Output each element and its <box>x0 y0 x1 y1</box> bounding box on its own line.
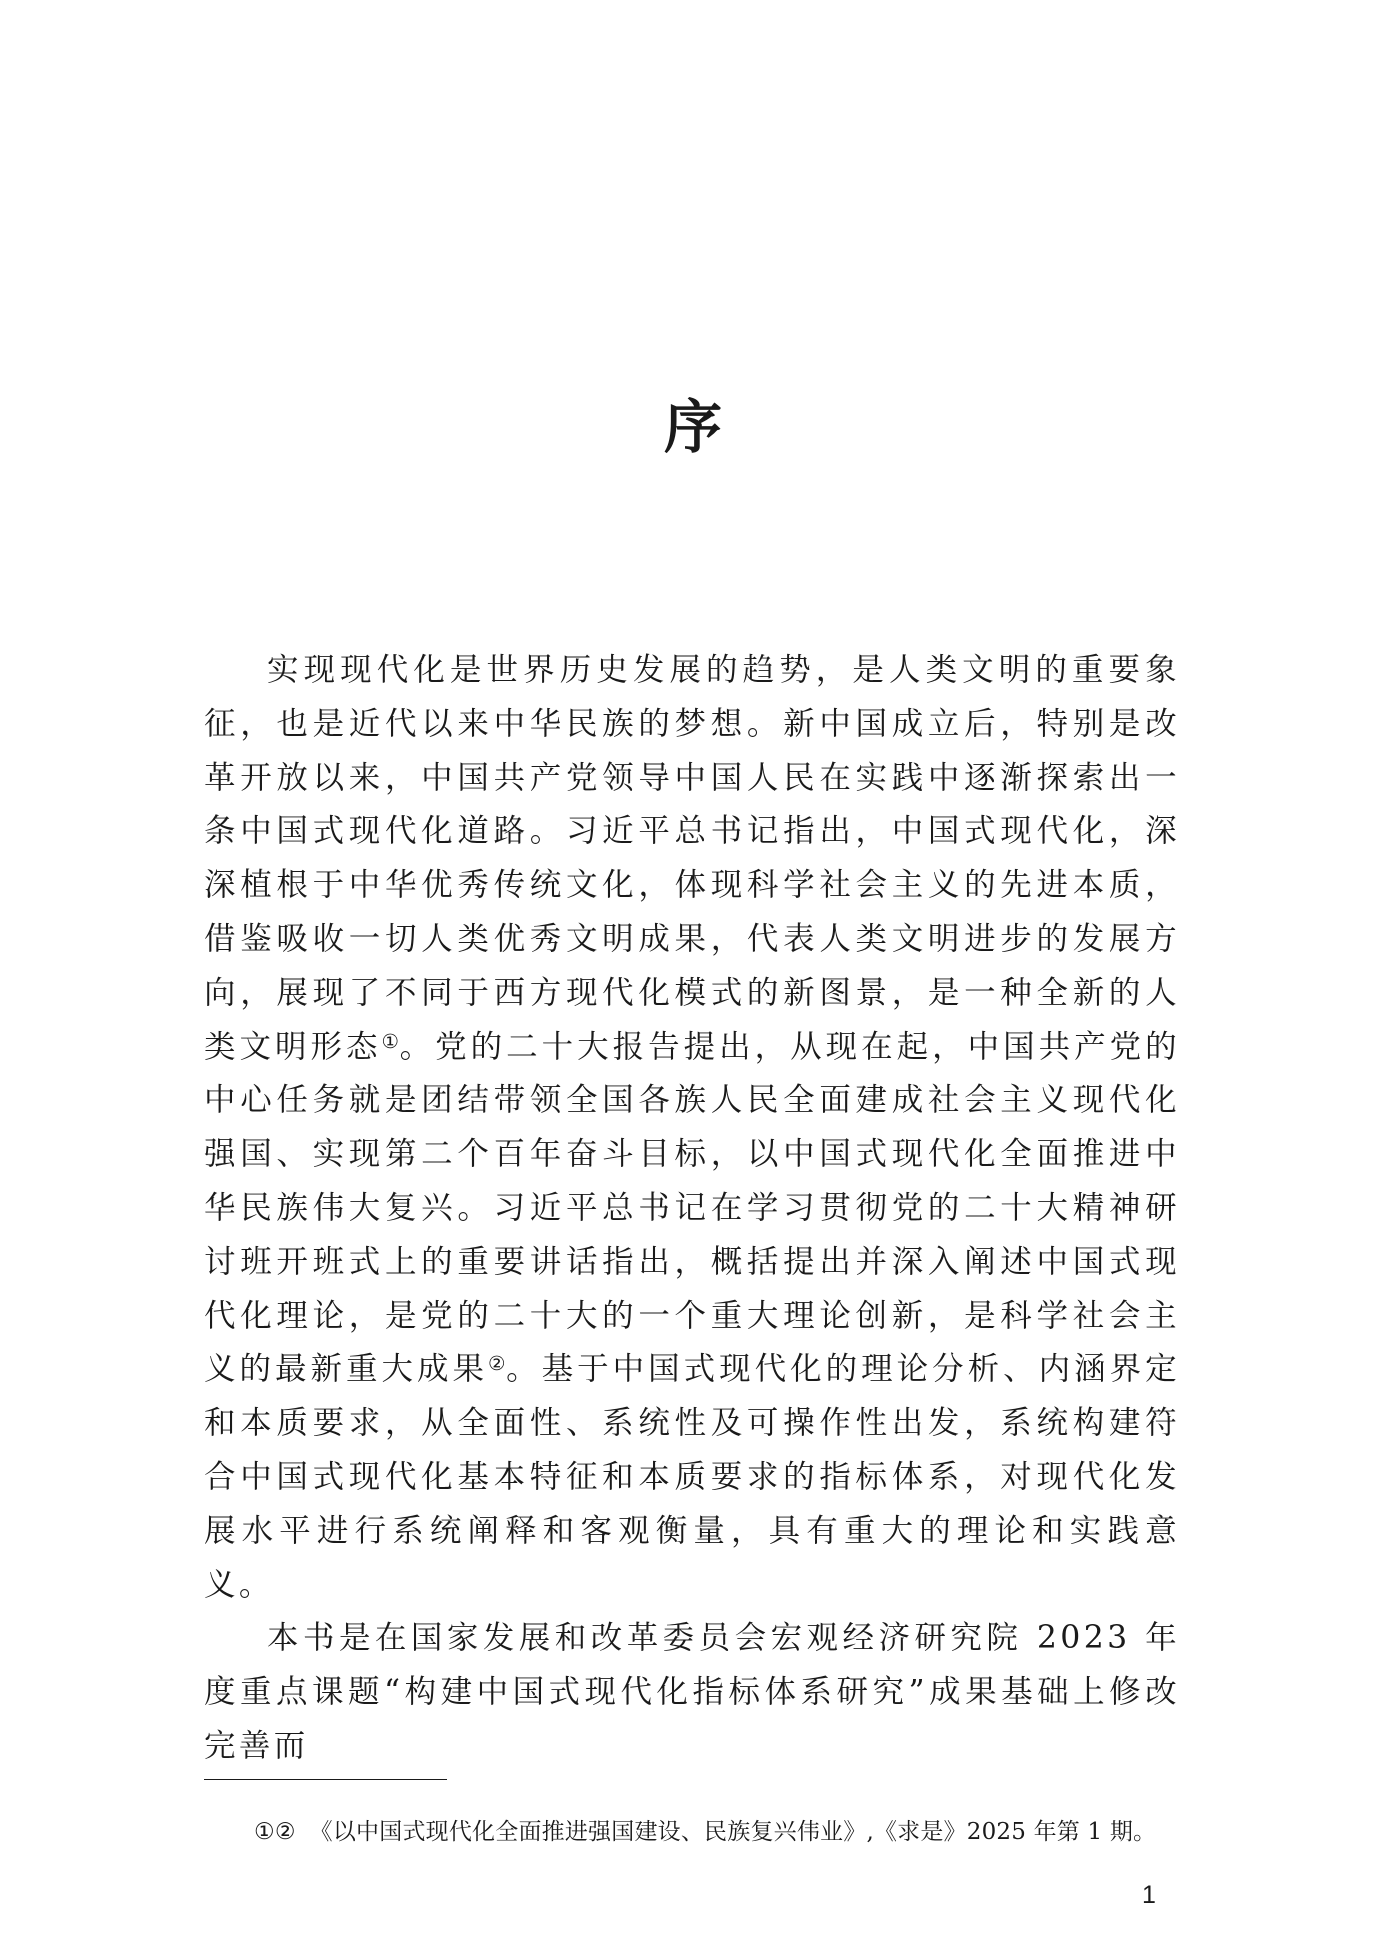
footnote-marker: ② <box>488 1352 507 1376</box>
page-title: 序 <box>663 393 722 461</box>
footnote <box>254 1818 1156 1848</box>
body-text <box>204 644 1180 1774</box>
paragraph <box>204 644 1180 1612</box>
paragraph-text: 。基于中国式现代化的理论分析、内涵界定和本质要求，从全面性、系统性及可操作性出发，系统构建符合中国式现代化基本特征和本质要求的指标体系，对现代化发展水平进行系统阐释和客观衡量，具有重大的理论和实践意义。 <box>204 1351 1181 1603</box>
footnote-text: 《以中国式现代化全面推进强国建设、民族复兴伟业》,《求是》2025 年第 1 期。 <box>309 1819 1157 1845</box>
page-number: 1 <box>1142 1881 1156 1909</box>
footnote-divider <box>204 1779 447 1780</box>
paragraph <box>204 1612 1180 1773</box>
paragraph-text: 本书是在国家发展和改革委员会宏观经济研究院 2023 年度重点课题“构建中国式现代化指标体系研究”成果基础上修改完善而 <box>204 1620 1180 1764</box>
paragraph-text: 实现现代化是世界历史发展的趋势，是人类文明的重要象征，也是近代以来中华民族的梦想。新中国成立后，特别是改革开放以来，中国共产党领导中国人民在实践中逐渐探索出一条中国式现代化道路。习近平总书记指出，中国式现代化，深深植根于中华优秀传统文化，体现科学社会主义的先进本质，借鉴吸收一切人类优秀文明成果，代表人类文明进步的发展方向，展现了不同于西方现代化模式的新图景，是一种全新的人类文明形态 <box>204 652 1180 1065</box>
paragraph-text: 。党的二十大报告提出，从现在起，中国共产党的中心任务就是团结带领全国各族人民全面建成社会主义现代化强国、实现第二个百年奋斗目标，以中国式现代化全面推进中华民族伟大复兴。习近平总书记在学习贯彻党的二十大精神研讨班开班式上的重要讲话指出，概括提出并深入阐述中国式现代化理论，是党的二十大的一个重大理论创新，是科学社会主义的最新重大成果 <box>204 1028 1180 1388</box>
footnote-markers: ①② <box>254 1819 296 1845</box>
footnote-marker: ① <box>381 1029 400 1053</box>
